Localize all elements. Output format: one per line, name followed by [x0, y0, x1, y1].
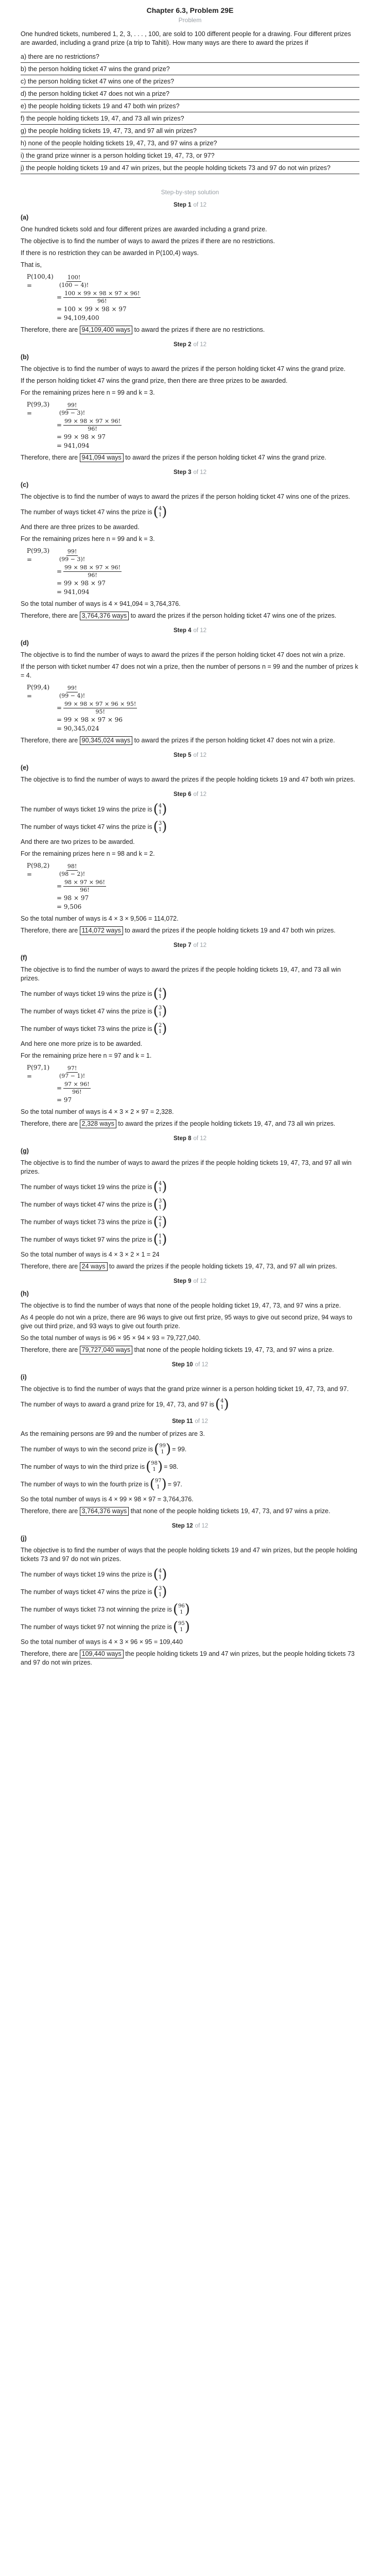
step-text: As 4 people do not win a prize, there are 96 ways to give out first prize, 95 ways to give out second prize, 94 ways to give out third prize, and 93 ways to give out fourth prize. [21, 1314, 353, 1330]
step-text: If there is no restriction they can be awarded in P(100,4) ways. [21, 249, 199, 257]
binomial: ( 95 1 ) [172, 1619, 190, 1635]
solution-heading: Step-by-step solution [161, 189, 219, 196]
fraction: $\frac{97 \times 96!}{96!}$ [64, 1081, 90, 1095]
part-item: g) the people holding tickets 19, 47, 73, and 97 all win prizes? [21, 125, 359, 137]
fraction: $\frac{100 \times 99 \times 98 \times 97 \times 96!}{96!}$ [64, 290, 140, 304]
part-item: b) the person holding ticket 47 wins the grand prize? [21, 63, 359, 75]
binomial: ( 4 1 ) [153, 986, 167, 1002]
binomial: ( 97 1 ) [149, 1477, 167, 1492]
binomial-line: The number of ways ticket 47 wins the prize is ( 3 1 ) [21, 819, 167, 835]
answer-box: 941,094 ways [80, 453, 124, 462]
part-label: (j) [21, 1535, 27, 1542]
step-text: So the total number of ways is 4 × 3 × 2 × 1 = 24 [21, 1251, 160, 1258]
binomial-line: The number of ways ticket 19 wins the prize is ( 4 1 ) [21, 1567, 167, 1582]
step-conclusion: Therefore, there are 3,764,376 ways to award the prizes if the person holding ticket 47 wins one of the prizes. [21, 612, 337, 619]
step-text: The objective is to find the number of ways to award the prizes if the person holding ticket 47 wins one of the prizes. [21, 493, 350, 500]
binomial-line: The number of ways ticket 47 wins the prize is ( 3 1 ) [21, 1197, 167, 1212]
binomial: ( 99 1 ) [154, 1442, 171, 1457]
step-text: And there are two prizes to be awarded. [21, 838, 135, 845]
step-text: The objective is to find the number of ways that the grand prize winner is a person holding ticket 19, 47, 73, and 97. [21, 1385, 349, 1393]
answer-box: 24 ways [80, 1262, 108, 1271]
step-conclusion: Therefore, there are 109,440 ways the people holding tickets 19 and 47 win prizes, but the people holding tickets 73 and 97 do not win prizes. [21, 1650, 355, 1666]
part-label: (g) [21, 1147, 29, 1155]
step-text: If the person with ticket number 47 does not win a prize, then the number of persons n = 99 and the number of prizes k = 4. [21, 663, 358, 679]
step-conclusion: Therefore, there are 114,072 ways to award the prizes if the people holding tickets 19 and 47 both win prizes. [21, 927, 336, 934]
step-conclusion: Therefore, there are 941,094 ways to award the prizes if the person holding ticket 47 wins the grand prize. [21, 454, 326, 461]
step-header: Step 2 of 12 [173, 342, 207, 348]
step-text: So the total number of ways is 4 × 3 × 2 × 97 = 2,328. [21, 1108, 174, 1115]
binomial: ( 2 1 ) [153, 1021, 167, 1037]
fraction: $\frac{99!}{(99 - 3)!}$ [59, 401, 85, 416]
fraction: $\frac{99 \times 98 \times 97 \times 96 \times 95!}{95!}$ [64, 701, 136, 715]
step-text: The objective is to find the number of ways to award the prizes if there are no restrictions. [21, 238, 275, 245]
fraction: $\frac{98 \times 97 \times 96!}{96!}$ [64, 879, 105, 893]
problem-statement: One hundred tickets, numbered 1, 2, 3, . . . , 100, are sold to 100 different people for a drawing. Four different prizes are awarded, including a grand prize (a trip to Tahiti). How many ways are there to award the prizes if [21, 30, 351, 46]
step-text: The objective is to find the number of ways to award the prizes if the person holding ticket 47 wins the grand prize. [21, 365, 346, 372]
equation: P(97,1) = $\frac{97!}{(97 - 1)!}$ = $\frac{97 \times 96!}{96!}$ = 97 [27, 1064, 90, 1104]
binomial: ( 3 1 ) [153, 1197, 167, 1212]
part-label: (b) [21, 353, 29, 361]
step-text: So the total number of ways is 4 × 941,094 = 3,764,376. [21, 600, 181, 607]
binomial: ( 96 1 ) [172, 1602, 190, 1617]
answer-box: 109,440 ways [80, 1650, 124, 1658]
step-text: The objective is to find the number of ways to award the prizes if the people holding tickets 19, 47, 73, and 97 all win prizes. [21, 1159, 352, 1175]
step-text: That is, [21, 261, 42, 268]
binomial: ( 3 1 ) [153, 1584, 167, 1600]
step-text: So the total number of ways is 4 × 3 × 96 × 95 = 109,440 [21, 1638, 183, 1646]
step-text: So the total number of ways is 4 × 99 × 98 × 97 = 3,764,376. [21, 1496, 194, 1503]
part-label: (f) [21, 954, 27, 961]
step-4 [21, 628, 359, 745]
equation: P(99,4) = $\frac{99!}{(99 - 4)!}$ = $\frac{99 \times 98 \times 97 \times 96 \times 95!}{95!}$ = 99 × 98 × 97 × 96 = 90,345,024 [27, 684, 136, 732]
step-text: The objective is to find the number of ways to award the prizes if the person holding ticket 47 does not win a prize. [21, 651, 346, 658]
part-item: f) the people holding tickets 19, 47, and 73 all win prizes? [21, 112, 359, 125]
binomial-line: The number of ways to win the third prize is ( 98 1 ) = 98. [21, 1459, 179, 1475]
binomial-line: The number of ways ticket 47 wins the prize is ( 3 1 ) [21, 1004, 167, 1019]
step-text: The objective is to find the number of ways to award the prizes if the people holding tickets 19, 47, and 73 all win prizes. [21, 966, 341, 982]
step-11 [21, 1418, 359, 1516]
step-header: Step 1 of 12 [173, 202, 207, 208]
step-text: For the remaining prize here n = 97 and k = 1. [21, 1052, 152, 1059]
binomial: ( 1 1 ) [153, 1232, 167, 1247]
binomial: ( 4 1 ) [153, 802, 167, 817]
step-3 [21, 469, 359, 620]
step-conclusion: Therefore, there are 79,727,040 ways that none of the people holding tickets 19, 47, 73, and 97 wins a prize. [21, 1346, 334, 1353]
binomial-line: The number of ways ticket 73 wins the prize is ( 2 1 ) [21, 1021, 167, 1037]
binomial: ( 4 1 ) [215, 1397, 229, 1412]
problem-heading: Problem [178, 16, 202, 24]
part-label: (a) [21, 214, 29, 221]
binomial: ( 4 1 ) [153, 504, 167, 520]
binomial-line: The number of ways ticket 19 wins the prize is ( 4 1 ) [21, 802, 167, 817]
step-text: For the remaining prizes here n = 99 and k = 3. [21, 389, 155, 396]
binomial-line: The number of ways ticket 97 not winning the prize is ( 95 1 ) [21, 1619, 190, 1635]
fraction: $\frac{98!}{(98 - 2)!}$ [59, 862, 85, 877]
step-text: And here one more prize is to be awarded. [21, 1040, 143, 1047]
part-label: (e) [21, 764, 29, 771]
step-text: For the remaining prizes here n = 98 and k = 2. [21, 850, 155, 857]
binomial-line: The number of ways to win the fourth prize is ( 97 1 ) = 97. [21, 1477, 182, 1492]
step-header: Step 4 of 12 [173, 628, 207, 634]
step-header: Step 6 of 12 [173, 791, 207, 798]
equation: P(98,2) = $\frac{98!}{(98 - 2)!}$ = $\frac{98 \times 97 \times 96!}{96!}$ = 98 × 97 = 9,506 [27, 862, 105, 910]
problem-parts [21, 50, 359, 174]
step-conclusion: Therefore, there are 94,109,400 ways to award the prizes if there are no restrictions. [21, 326, 265, 333]
step-2 [21, 342, 359, 462]
step-header: Step 10 of 12 [171, 1362, 209, 1368]
part-item: a) there are no restrictions? [21, 50, 359, 63]
step-header: Step 3 of 12 [173, 469, 207, 476]
step-conclusion: Therefore, there are 24 ways to award the prizes if the people holding tickets 19, 47, 73, and 97 all win prizes. [21, 1263, 337, 1270]
binomial-line: The number of ways ticket 97 wins the prize is ( 1 1 ) [21, 1232, 167, 1247]
fraction: $\frac{99 \times 98 \times 97 \times 96!}{96!}$ [64, 418, 121, 432]
answer-box: 3,764,376 ways [80, 1507, 129, 1516]
fraction: $\frac{97!}{(97 - 1)!}$ [59, 1064, 85, 1079]
binomial-line: The number of ways ticket 73 wins the prize is ( 2 1 ) [21, 1214, 167, 1230]
step-text: The objective is to find the number of ways that none of the people holding ticket 19, 47, 73, and 97 wins a prize. [21, 1302, 341, 1309]
step-5 [21, 752, 359, 784]
binomial: ( 4 1 ) [153, 1567, 167, 1582]
part-item: i) the grand prize winner is a person holding ticket 19, 47, 73, or 97? [21, 149, 359, 162]
binomial-line: The number of ways to win the second prize is ( 99 1 ) = 99. [21, 1442, 187, 1457]
chapter-title: Chapter 6.3, Problem 29E [146, 6, 234, 14]
step-7 [21, 942, 359, 1128]
step-text: For the remaining prizes here n = 99 and k = 3. [21, 535, 155, 543]
part-label: (d) [21, 639, 29, 647]
binomial: ( 98 1 ) [146, 1459, 163, 1475]
step-text: So the total number of ways is 4 × 3 × 9,506 = 114,072. [21, 915, 179, 922]
step-header: Step 5 of 12 [173, 752, 207, 758]
answer-box: 94,109,400 ways [80, 326, 133, 334]
binomial-line: The number of ways ticket 19 wins the prize is ( 4 1 ) [21, 1179, 167, 1195]
equation: P(99,3) = $\frac{99!}{(99 - 3)!}$ = $\frac{99 \times 98 \times 97 \times 96!}{96!}$ = 99 × 98 × 97 = 941,094 [27, 547, 121, 596]
part-item: j) the people holding tickets 19 and 47 win prizes, but the people holding tickets 73 and 97 do not win prizes? [21, 162, 359, 174]
part-item: h) none of the people holding tickets 19, 47, 73, and 97 wins a prize? [21, 137, 359, 149]
part-label: (h) [21, 1290, 29, 1297]
binomial-line: The number of ways ticket 47 wins the prize is ( 3 1 ) [21, 1584, 167, 1600]
answer-box: 90,345,024 ways [80, 736, 133, 745]
binomial-line: The number of ways ticket 73 not winning the prize is ( 96 1 ) [21, 1602, 190, 1617]
answer-box: 2,328 ways [80, 1120, 116, 1128]
step-12 [21, 1523, 359, 1667]
binomial: ( 2 1 ) [153, 1214, 167, 1230]
part-item: c) the person holding ticket 47 wins one of the prizes? [21, 75, 359, 88]
step-header: Step 11 of 12 [172, 1418, 208, 1425]
step-9 [21, 1278, 359, 1354]
answer-box: 3,764,376 ways [80, 612, 129, 620]
part-item: d) the person holding ticket 47 does not win a prize? [21, 88, 359, 100]
answer-box: 79,727,040 ways [80, 1346, 133, 1354]
binomial: ( 3 1 ) [153, 1004, 167, 1019]
fraction: $\frac{99 \times 98 \times 97 \times 96!}{96!}$ [64, 564, 121, 579]
step-10 [21, 1362, 359, 1411]
step-6 [21, 791, 359, 935]
step-conclusion: Therefore, there are 2,328 ways to award the prizes if the people holding tickets 19, 47, and 73 all win prizes. [21, 1120, 336, 1127]
fraction: $\frac{99!}{(99 - 3)!}$ [59, 548, 85, 563]
part-item: e) the people holding tickets 19 and 47 both win prizes? [21, 100, 359, 112]
step-header: Step 9 of 12 [173, 1278, 207, 1284]
equation: P(100,4) = $\frac{100!}{(100 - 4)!}$ = $\frac{100 \times 99 \times 98 \times 97 \times 96!}{96!}$ = 100 × 99 × 98 × 97 = 94,109,400 [27, 273, 140, 321]
part-label: (c) [21, 481, 29, 488]
step-1 [21, 202, 359, 334]
fraction: $\frac{100!}{(100 - 4)!}$ [59, 274, 89, 289]
step-text: As the remaining persons are 99 and the number of prizes are 3. [21, 1430, 205, 1437]
binomial: ( 4 1 ) [153, 1179, 167, 1195]
binomial-line: The number of ways to award a grand prize for 19, 47, 73, and 97 is ( 4 1 ) [21, 1397, 229, 1412]
binomial-line: The number of ways ticket 47 wins the prize is ( 4 1 ) [21, 504, 167, 520]
step-text: If the person holding ticket 47 wins the grand prize, then there are three prizes to be awarded. [21, 377, 288, 384]
step-conclusion: Therefore, there are 90,345,024 ways to award the prizes if the person holding ticket 47 does not win a prize. [21, 737, 335, 744]
step-text: One hundred tickets sold and four different prizes are awarded including a grand prize. [21, 226, 267, 233]
equation: P(99,3) = $\frac{99!}{(99 - 3)!}$ = $\frac{99 \times 98 \times 97 \times 96!}{96!}$ = 99 × 98 × 97 = 941,094 [27, 401, 121, 449]
fraction: $\frac{99!}{(99 - 4)!}$ [59, 684, 85, 699]
binomial: ( 3 1 ) [153, 819, 167, 835]
step-text: The objective is to find the number of ways that the people holding tickets 19 and 47 win prizes, but the people holding tickets 73 and 97 do not win prizes. [21, 1547, 357, 1563]
step-text: So the total number of ways is 96 × 95 × 94 × 93 = 79,727,040. [21, 1334, 201, 1342]
step-8 [21, 1136, 359, 1271]
step-text: The objective is to find the number of ways to award the prizes if the people holding tickets 19 and 47 both win prizes. [21, 776, 355, 783]
step-text: And there are three prizes to be awarded. [21, 523, 140, 531]
step-header: Step 12 of 12 [171, 1523, 209, 1529]
step-header: Step 7 of 12 [173, 942, 207, 948]
answer-box: 114,072 ways [80, 926, 123, 935]
binomial-line: The number of ways ticket 19 wins the prize is ( 4 1 ) [21, 986, 167, 1002]
step-conclusion: Therefore, there are 3,764,376 ways that none of the people holding tickets 19, 47, 73, and 97 wins a prize. [21, 1507, 331, 1515]
part-label: (i) [21, 1374, 27, 1381]
step-header: Step 8 of 12 [173, 1136, 207, 1142]
